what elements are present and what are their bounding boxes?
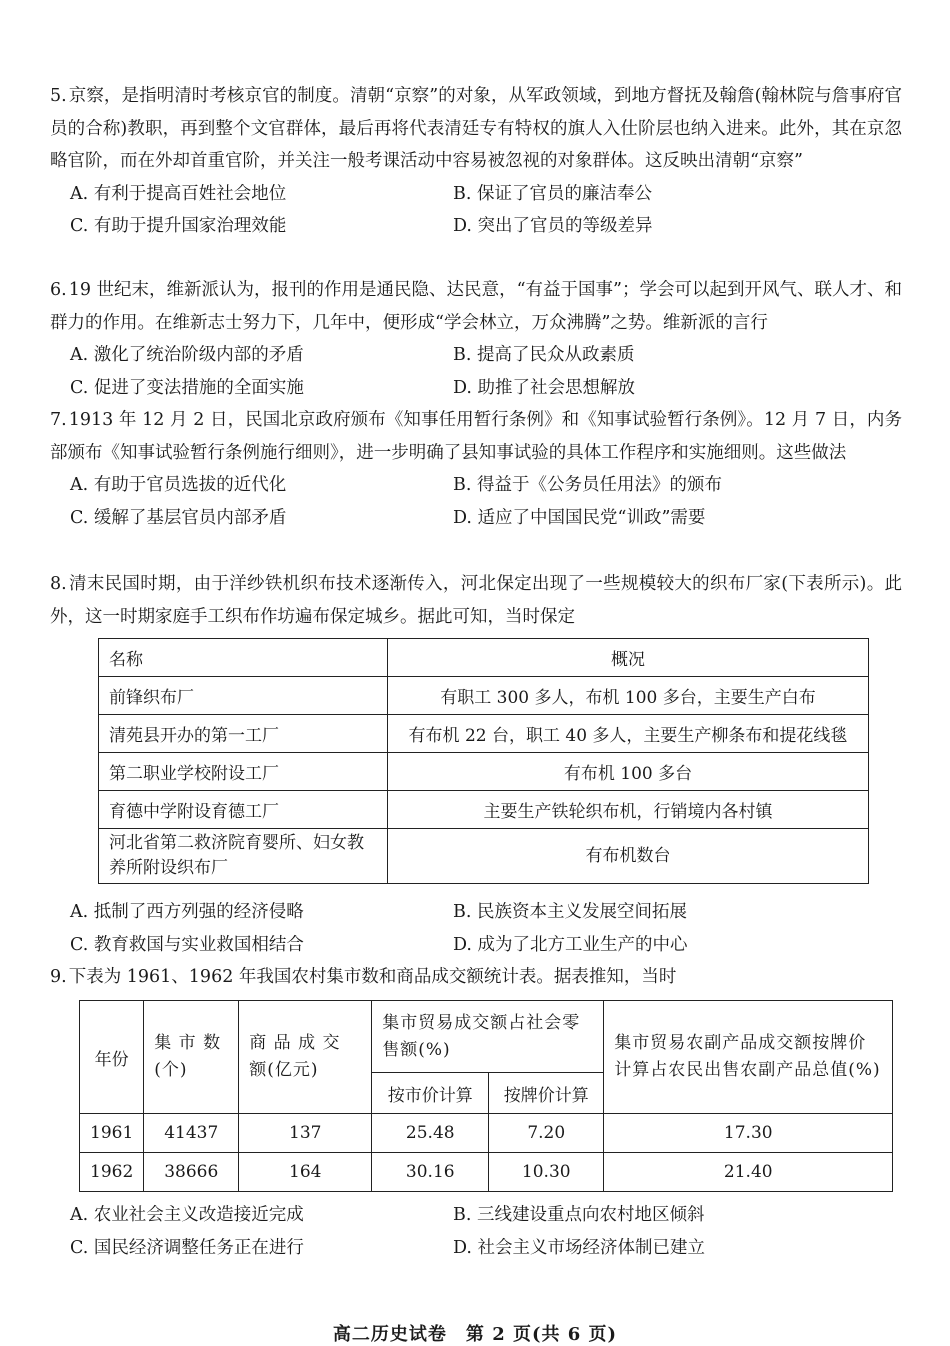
table-cell: 育德中学附设育德工厂 — [99, 791, 388, 829]
table-cell: 有职工 300 多人，布机 100 多台，主要生产白布 — [388, 677, 869, 715]
option-d[interactable]: D. 助推了社会思想解放 — [453, 377, 636, 398]
option-a[interactable]: A. 激化了统治阶级内部的矛盾 — [70, 345, 304, 365]
table-row — [99, 753, 869, 791]
table-header: 名称 — [99, 639, 388, 677]
table-cell: 7.20 — [489, 1114, 604, 1153]
table-cell: 有布机 22 台，职工 40 多人，主要生产柳条布和提花线毯 — [388, 715, 869, 753]
table-cell: 30.16 — [372, 1153, 489, 1192]
table-cell: 第二职业学校附设工厂 — [99, 753, 388, 791]
option-a[interactable]: A. 有利于提高百姓社会地位 — [70, 183, 287, 204]
table-row — [99, 791, 869, 829]
option-d[interactable]: D. 社会主义市场经济体制已建立 — [453, 1237, 706, 1258]
market-table — [79, 1000, 893, 1192]
option-a[interactable]: A. 抵制了西方列强的经济侵略 — [70, 902, 304, 922]
table-cell: 38666 — [144, 1153, 239, 1192]
table-row — [99, 829, 869, 884]
option-c[interactable]: C. 缓解了基层官员内部矛盾 — [70, 507, 287, 528]
question-stem: 8. 清末民国时期，由于洋纱铁机织布技术逐渐传入，河北保定出现了一些规模较大的织布厂家(下表所示)。此外，这一时期家庭手工织布作坊遍布保定城乡。据此可知，当时保定 — [50, 574, 902, 627]
table-cell: 主要生产铁轮织布机，行销境内各村镇 — [388, 791, 869, 829]
table-cell: 10.30 — [489, 1153, 604, 1192]
question-7 — [50, 404, 902, 534]
option-b[interactable]: B. 提高了民众从政素质 — [453, 345, 635, 365]
table-cell: 前锋织布厂 — [99, 677, 388, 715]
table-cell: 河北省第二救济院育婴所、妇女教养所附设织布厂 — [99, 829, 388, 884]
option-d[interactable]: D. 适应了中国国民党“训政”需要 — [453, 507, 706, 528]
question-5 — [50, 80, 902, 243]
option-d[interactable]: D. 成为了北方工业生产的中心 — [453, 934, 688, 955]
table-header: 概况 — [388, 639, 869, 677]
option-b[interactable]: B. 得益于《公务员任用法》的颁布 — [453, 475, 722, 495]
table-header-row — [80, 1001, 893, 1073]
table-row — [80, 1114, 893, 1153]
table-cell: 1961 — [80, 1114, 144, 1153]
options — [50, 178, 902, 243]
option-d[interactable]: D. 突出了官员的等级差异 — [453, 216, 653, 236]
question-stem: 6. 19 世纪末，维新派认为，报刊的作用是通民隐、达民意，“有益于国事”；学会可以起到开风气、联人才、和群力的作用。在维新志士努力下，几年中，便形成“学会林立，万众沸腾”之势。维新派的言行 — [50, 280, 902, 333]
table-cell: 164 — [239, 1153, 372, 1192]
option-b[interactable]: B. 保证了官员的廉洁奉公 — [453, 183, 652, 204]
table-cell: 17.30 — [604, 1114, 893, 1153]
question-8-options — [50, 896, 902, 961]
option-c[interactable]: C. 促进了变法措施的全面实施 — [70, 377, 304, 398]
question-6 — [50, 274, 902, 404]
options — [50, 896, 902, 961]
table-cell: 41437 — [144, 1114, 239, 1153]
table-cell: 21.40 — [604, 1153, 893, 1192]
table-header: 商 品 成 交 额(亿元) — [239, 1001, 372, 1114]
option-c[interactable]: C. 国民经济调整任务正在进行 — [70, 1237, 304, 1258]
question-stem: 7. 1913 年 12 月 2 日，民国北京政府颁布《知事任用暂行条例》和《知事试验暂行条例》。12 月 7 日，内务部颁布《知事试验暂行条例施行细则》，进一步明确了县知事试验的具体工作程序和实施细则。这些做法 — [50, 410, 902, 463]
option-b[interactable]: B. 三线建设重点向农村地区倾斜 — [453, 1205, 705, 1225]
table-header: 年份 — [80, 1001, 144, 1114]
option-a[interactable]: A. 农业社会主义改造接近完成 — [70, 1205, 304, 1225]
table-cell: 清苑县开办的第一工厂 — [99, 715, 388, 753]
options — [50, 1199, 902, 1264]
table-cell: 1962 — [80, 1153, 144, 1192]
question-8 — [50, 568, 902, 633]
question-9 — [50, 961, 902, 994]
question-stem: 9. 下表为 1961、1962 年我国农村集市数和商品成交额统计表。据表推知，当时 — [50, 967, 677, 987]
table-header: 集 市 数(个) — [144, 1001, 239, 1114]
table-cell: 137 — [239, 1114, 372, 1153]
options — [50, 469, 902, 534]
question-stem: 5. 京察，是指明清时考核京官的制度。清朝“京察”的对象，从军政领域，到地方督抚及翰詹(翰林院与詹事府官员的合称)教职，再到整个文官群体，最后再将代表清廷专有特权的旗人入仕阶层也纳入进来。此外，其在京忽略官阶，而在外却首重官阶，并关注一般考课活动中容易被忽视的对象群体。这反映出清朝“京察” — [50, 86, 902, 171]
option-a[interactable]: A. 有助于官员选拔的近代化 — [70, 475, 287, 495]
table-row — [99, 715, 869, 753]
option-c[interactable]: C. 教育救国与实业救国相结合 — [70, 934, 304, 955]
factory-table — [98, 638, 869, 884]
table-header: 按市价计算 — [372, 1073, 489, 1114]
option-b[interactable]: B. 民族资本主义发展空间拓展 — [453, 902, 687, 922]
table-cell: 25.48 — [372, 1114, 489, 1153]
table-header: 集市贸易农副产品成交额按牌价计算占农民出售农副产品总值(%) — [604, 1001, 893, 1114]
table-cell: 有布机 100 多台 — [388, 753, 869, 791]
table-row — [99, 677, 869, 715]
question-9-options — [50, 1199, 902, 1264]
table-cell: 有布机数台 — [388, 829, 869, 884]
table-row — [80, 1153, 893, 1192]
option-c[interactable]: C. 有助于提升国家治理效能 — [70, 216, 287, 236]
table-header: 按牌价计算 — [489, 1073, 604, 1114]
table-header-row — [99, 639, 869, 677]
options — [50, 339, 902, 404]
table-header: 集市贸易成交额占社会零售额(%) — [372, 1001, 604, 1073]
page-footer: 高二历史试卷 第 2 页(共 6 页) — [332, 1324, 618, 1345]
